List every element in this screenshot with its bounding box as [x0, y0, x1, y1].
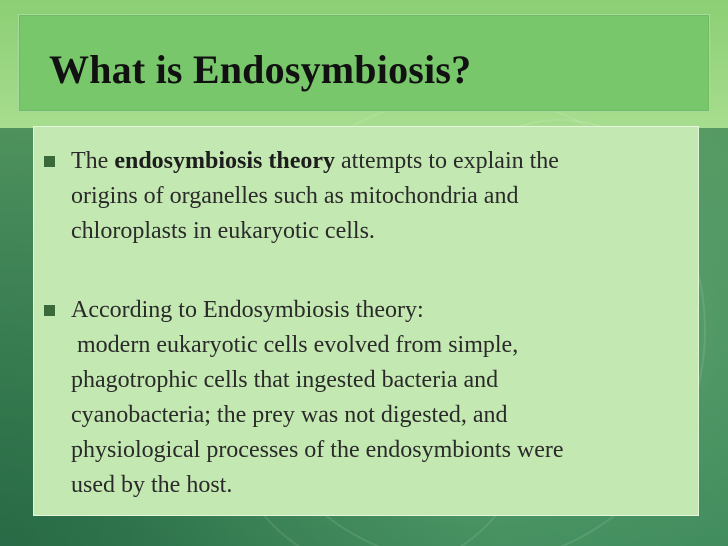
bullet-2-line-2: modern eukaryotic cells evolved from simple, — [71, 332, 519, 358]
bullet-2-line-6: used by the host. — [71, 472, 233, 498]
bullet-1-line-1: attempts to explain the — [335, 148, 559, 174]
bullet-1-prefix: The — [71, 148, 115, 174]
bullet-1-line-2: origins of organelles such as mitochondria and — [71, 183, 519, 209]
bullet-marker-1 — [44, 156, 55, 167]
bullet-2-line-3: phagotrophic cells that ingested bacteria and — [71, 367, 499, 393]
bullet-1-bold-term: endosymbiosis theory — [114, 148, 335, 174]
title-bar — [18, 14, 710, 112]
bullet-2-line-1: According to Endosymbiosis theory: — [71, 297, 424, 323]
bullet-marker-2 — [44, 305, 55, 316]
bullet-2-line-5: physiological processes of the endosymbionts were — [71, 437, 564, 463]
bullet-1-line-3: chloroplasts in eukaryotic cells. — [71, 218, 375, 244]
bullet-2-line-4: cyanobacteria; the prey was not digested, and — [71, 402, 508, 428]
slide-title: What is Endosymbiosis? — [49, 47, 472, 92]
bullet-2-text — [71, 293, 691, 503]
bullet-1-text — [71, 144, 691, 249]
